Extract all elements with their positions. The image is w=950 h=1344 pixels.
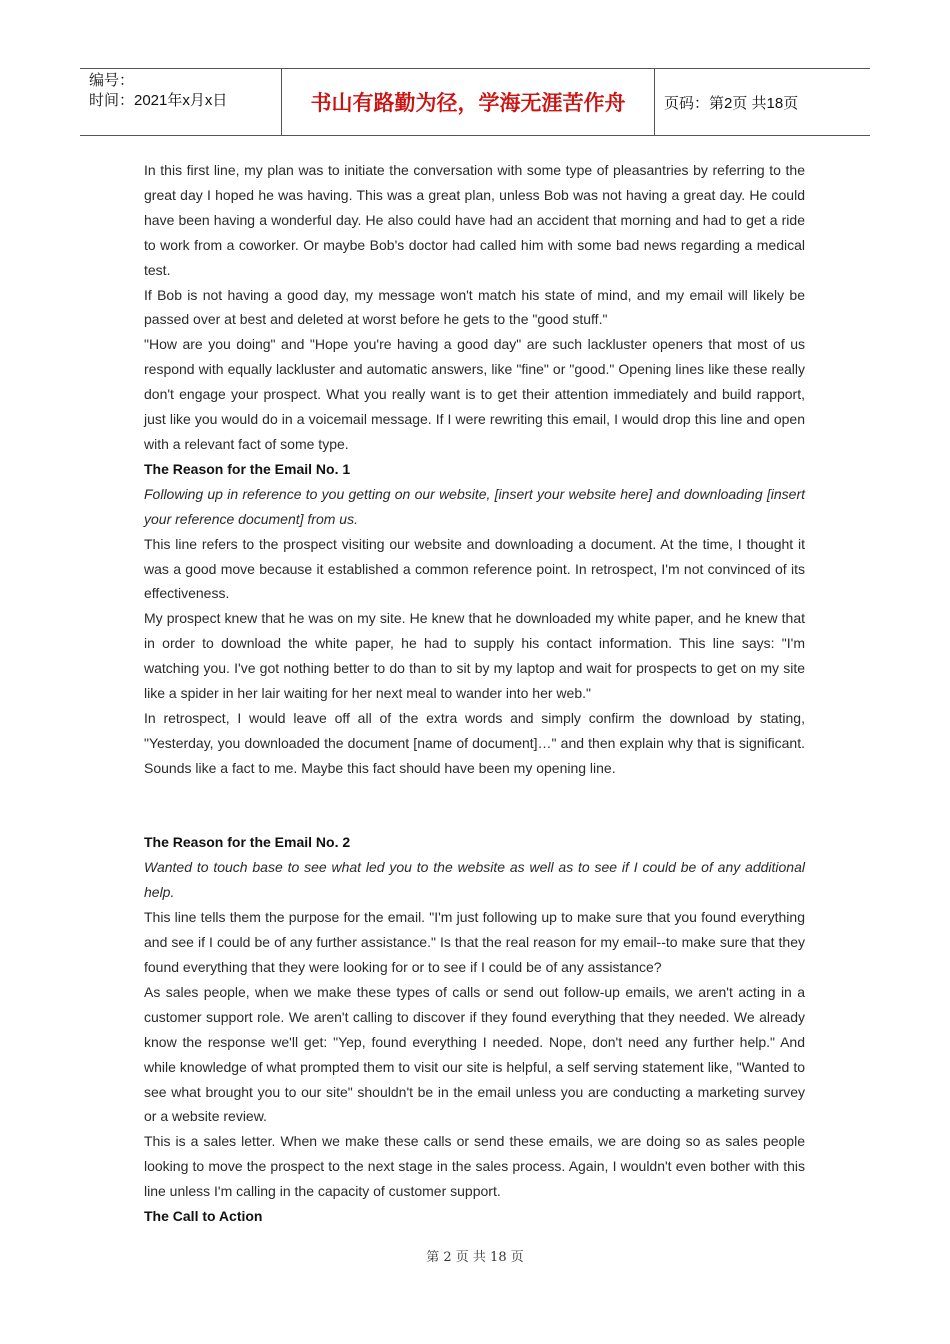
document-number-label: 编号： <box>89 72 135 89</box>
page-header-table <box>80 68 870 136</box>
section-heading: The Call to Action <box>144 1208 263 1225</box>
body-paragraph: My prospect knew that he was on my site. He knew that he downloaded my white paper, and he knew that in order to download the white paper, he had to supply his contact information. This line says: "I'm watching you. I've got nothing better to do than to sit by my laptop and wait for prospects to get on my site like a spider in her lair waiting for her next meal to wander into her web." <box>144 610 805 702</box>
body-paragraph: As sales people, when we make these types of calls or send out follow-up emails, we aren't acting in a customer support role. We aren't calling to discover if they found everything that they needed. We already know the response we'll get: "Yep, found everything I needed. Nope, don't need any further help." And while knowledge of what prompted them to visit our site is helpful, a self serving statement like, "Wanted to see what brought you to our site" shouldn't be in the email unless you are conducting a marketing survey or a website review. <box>144 983 805 1125</box>
document-body <box>144 158 805 1229</box>
quoted-email-line: Wanted to touch base to see what led you to the website as well as to see if I could be of any additional help. <box>144 859 805 901</box>
section-heading: The Reason for the Email No. 1 <box>144 460 351 477</box>
header-page-cell <box>655 69 870 135</box>
header-page-number: 页码：第2页 共18页 <box>664 94 799 112</box>
body-paragraph: "How are you doing" and "Hope you're having a good day" are such lackluster openers that most of us respond with equally lackluster and automatic answers, like "fine" or "good." Opening lines like these really don't engage your prospect. What you really want is to get their attention immediately and build rapport, just like you would do in a voicemail message. If I were rewriting this email, I would drop this line and open with a relevant fact of some type. <box>144 336 805 452</box>
body-paragraph: This line tells them the purpose for the email. "I'm just following up to make sure that you found everything and see if I could be of any further assistance." Is that the real reason for my email--to make sure that they found everything that they were looking for or to see if I could be of any assistance? <box>144 909 805 975</box>
footer-page-number: 第 2 页 共 18 页 <box>426 1250 524 1265</box>
section-heading: The Reason for the Email No. 2 <box>144 834 351 851</box>
header-motto-cell <box>281 69 655 135</box>
page-footer <box>0 1246 950 1265</box>
body-paragraph: If Bob is not having a good day, my message won't match his state of mind, and my email will likely be passed over at best and deleted at worst before he gets to the "good stuff." <box>144 286 805 328</box>
document-time-label: 时间：2021年x月x日 <box>89 92 228 109</box>
body-paragraph: In retrospect, I would leave off all of the extra words and simply confirm the download by stating, "Yesterday, you downloaded the document [name of document]…" and then explain why that is significant. Sounds like a fact to me. Maybe this fact should have been my opening line. <box>144 709 805 776</box>
quoted-email-line: Following up in reference to you getting on our website, [insert your website here] and downloading [insert your reference document] from us. <box>144 485 805 527</box>
body-paragraph: In this first line, my plan was to initiate the conversation with some type of pleasantries by referring to the great day I hoped he was having. This was a great plan, unless Bob was not having a great day. He could have been having a wonderful day. He also could have had an accident that morning and had to get a ride to work from a coworker. Or maybe Bob's doctor had called him with some bad news regarding a medical test. <box>144 162 805 278</box>
header-meta-cell <box>80 69 281 135</box>
paragraph-spacer <box>144 781 805 831</box>
body-paragraph: This line refers to the prospect visiting our website and downloading a document. At the time, I thought it was a good move because it established a common reference point. In retrospect, I'm not convinced of its effectiveness. <box>144 535 805 602</box>
body-paragraph: This is a sales letter. When we make these calls or send these emails, we are doing so as sales people looking to move the prospect to the next stage in the sales process. Again, I wouldn't even bother with this line unless I'm calling in the capacity of customer support. <box>144 1133 805 1200</box>
header-motto: 书山有路勤为径，学海无涯苦作舟 <box>310 90 626 115</box>
